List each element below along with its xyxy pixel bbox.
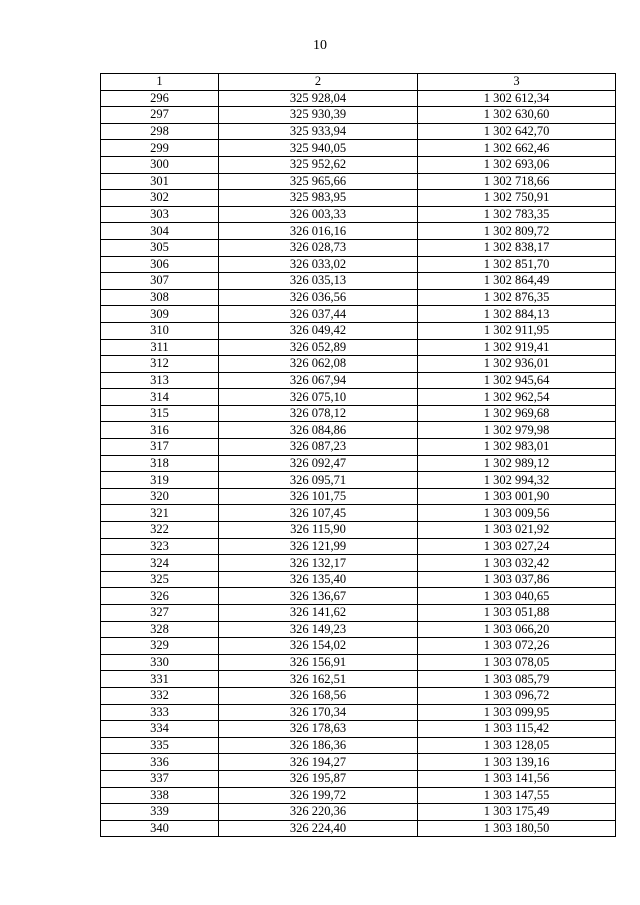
table-row (101, 605, 616, 622)
table-row (101, 156, 616, 173)
x-coordinate-cell: 325 952,62 (219, 156, 418, 173)
table-row (101, 90, 616, 107)
x-coordinate-cell: 326 052,89 (219, 339, 418, 356)
x-coordinate-cell: 326 049,42 (219, 322, 418, 339)
point-number-cell: 302 (101, 190, 219, 207)
point-number-cell: 320 (101, 488, 219, 505)
x-coordinate-cell: 326 003,33 (219, 206, 418, 223)
point-number-cell: 340 (101, 820, 219, 837)
point-number-cell: 327 (101, 605, 219, 622)
x-coordinate-cell: 326 178,63 (219, 721, 418, 738)
table-row (101, 339, 616, 356)
coordinates-table (100, 73, 616, 837)
point-number-cell: 323 (101, 538, 219, 555)
x-coordinate-cell: 326 107,45 (219, 505, 418, 522)
table-row (101, 488, 616, 505)
x-coordinate-cell: 326 033,02 (219, 256, 418, 273)
table-row (101, 787, 616, 804)
table-row (101, 140, 616, 157)
table-row (101, 422, 616, 439)
point-number-cell: 330 (101, 654, 219, 671)
point-number-cell: 306 (101, 256, 219, 273)
table-row (101, 770, 616, 787)
y-coordinate-cell: 1 303 009,56 (418, 505, 616, 522)
y-coordinate-cell: 1 302 693,06 (418, 156, 616, 173)
x-coordinate-cell: 326 084,86 (219, 422, 418, 439)
x-coordinate-cell: 326 186,36 (219, 737, 418, 754)
table-row (101, 107, 616, 124)
x-coordinate-cell: 326 037,44 (219, 306, 418, 323)
table-row (101, 820, 616, 837)
y-coordinate-cell: 1 303 139,16 (418, 754, 616, 771)
table-body (101, 90, 616, 837)
x-coordinate-cell: 326 121,99 (219, 538, 418, 555)
table-row (101, 356, 616, 373)
y-coordinate-cell: 1 303 147,55 (418, 787, 616, 804)
point-number-cell: 317 (101, 439, 219, 456)
y-coordinate-cell: 1 303 115,42 (418, 721, 616, 738)
table-row (101, 372, 616, 389)
y-coordinate-cell: 1 302 876,35 (418, 289, 616, 306)
table-row (101, 721, 616, 738)
x-coordinate-cell: 326 132,17 (219, 555, 418, 572)
column-header-1: 1 (101, 74, 219, 91)
point-number-cell: 328 (101, 621, 219, 638)
x-coordinate-cell: 326 194,27 (219, 754, 418, 771)
x-coordinate-cell: 326 149,23 (219, 621, 418, 638)
table-row (101, 704, 616, 721)
y-coordinate-cell: 1 302 936,01 (418, 356, 616, 373)
point-number-cell: 304 (101, 223, 219, 240)
point-number-cell: 312 (101, 356, 219, 373)
y-coordinate-cell: 1 303 099,95 (418, 704, 616, 721)
x-coordinate-cell: 326 016,16 (219, 223, 418, 240)
x-coordinate-cell: 325 940,05 (219, 140, 418, 157)
page-number: 10 (313, 38, 327, 53)
table-row (101, 389, 616, 406)
table-row (101, 289, 616, 306)
x-coordinate-cell: 325 983,95 (219, 190, 418, 207)
x-coordinate-cell: 326 101,75 (219, 488, 418, 505)
y-coordinate-cell: 1 303 180,50 (418, 820, 616, 837)
table-row (101, 405, 616, 422)
y-coordinate-cell: 1 302 809,72 (418, 223, 616, 240)
y-coordinate-cell: 1 302 750,91 (418, 190, 616, 207)
table-row (101, 505, 616, 522)
point-number-cell: 315 (101, 405, 219, 422)
table-row (101, 223, 616, 240)
point-number-cell: 316 (101, 422, 219, 439)
point-number-cell: 300 (101, 156, 219, 173)
x-coordinate-cell: 326 036,56 (219, 289, 418, 306)
table-row (101, 455, 616, 472)
table-row (101, 306, 616, 323)
point-number-cell: 338 (101, 787, 219, 804)
column-header-3: 3 (418, 74, 616, 91)
y-coordinate-cell: 1 302 838,17 (418, 239, 616, 256)
table-row (101, 522, 616, 539)
point-number-cell: 322 (101, 522, 219, 539)
y-coordinate-cell: 1 302 851,70 (418, 256, 616, 273)
x-coordinate-cell: 326 062,08 (219, 356, 418, 373)
point-number-cell: 336 (101, 754, 219, 771)
y-coordinate-cell: 1 302 911,95 (418, 322, 616, 339)
point-number-cell: 307 (101, 273, 219, 290)
table-row (101, 555, 616, 572)
table-row (101, 239, 616, 256)
table-row (101, 638, 616, 655)
point-number-cell: 321 (101, 505, 219, 522)
table-row (101, 439, 616, 456)
x-coordinate-cell: 326 141,62 (219, 605, 418, 622)
y-coordinate-cell: 1 303 040,65 (418, 588, 616, 605)
x-coordinate-cell: 326 078,12 (219, 405, 418, 422)
y-coordinate-cell: 1 303 027,24 (418, 538, 616, 555)
x-coordinate-cell: 325 965,66 (219, 173, 418, 190)
point-number-cell: 308 (101, 289, 219, 306)
point-number-cell: 313 (101, 372, 219, 389)
x-coordinate-cell: 325 928,04 (219, 90, 418, 107)
y-coordinate-cell: 1 303 001,90 (418, 488, 616, 505)
y-coordinate-cell: 1 302 969,68 (418, 405, 616, 422)
table-row (101, 687, 616, 704)
point-number-cell: 335 (101, 737, 219, 754)
table-row (101, 190, 616, 207)
point-number-cell: 329 (101, 638, 219, 655)
y-coordinate-cell: 1 302 994,32 (418, 472, 616, 489)
y-coordinate-cell: 1 303 141,56 (418, 770, 616, 787)
x-coordinate-cell: 326 224,40 (219, 820, 418, 837)
point-number-cell: 318 (101, 455, 219, 472)
x-coordinate-cell: 326 135,40 (219, 571, 418, 588)
table-header-row (101, 74, 616, 91)
point-number-cell: 325 (101, 571, 219, 588)
y-coordinate-cell: 1 302 919,41 (418, 339, 616, 356)
x-coordinate-cell: 326 035,13 (219, 273, 418, 290)
table-row (101, 588, 616, 605)
table-row (101, 173, 616, 190)
point-number-cell: 331 (101, 671, 219, 688)
table-row (101, 206, 616, 223)
x-coordinate-cell: 326 162,51 (219, 671, 418, 688)
y-coordinate-cell: 1 302 884,13 (418, 306, 616, 323)
y-coordinate-cell: 1 303 175,49 (418, 804, 616, 821)
point-number-cell: 305 (101, 239, 219, 256)
point-number-cell: 339 (101, 804, 219, 821)
point-number-cell: 309 (101, 306, 219, 323)
y-coordinate-cell: 1 303 078,05 (418, 654, 616, 671)
x-coordinate-cell: 326 136,67 (219, 588, 418, 605)
x-coordinate-cell: 326 195,87 (219, 770, 418, 787)
y-coordinate-cell: 1 302 630,60 (418, 107, 616, 124)
x-coordinate-cell: 326 199,72 (219, 787, 418, 804)
x-coordinate-cell: 326 220,36 (219, 804, 418, 821)
point-number-cell: 314 (101, 389, 219, 406)
y-coordinate-cell: 1 303 066,20 (418, 621, 616, 638)
table-row (101, 123, 616, 140)
y-coordinate-cell: 1 302 783,35 (418, 206, 616, 223)
x-coordinate-cell: 326 075,10 (219, 389, 418, 406)
y-coordinate-cell: 1 302 612,34 (418, 90, 616, 107)
point-number-cell: 319 (101, 472, 219, 489)
table-row (101, 322, 616, 339)
x-coordinate-cell: 326 067,94 (219, 372, 418, 389)
point-number-cell: 326 (101, 588, 219, 605)
y-coordinate-cell: 1 302 962,54 (418, 389, 616, 406)
y-coordinate-cell: 1 303 021,92 (418, 522, 616, 539)
table-row (101, 754, 616, 771)
y-coordinate-cell: 1 302 989,12 (418, 455, 616, 472)
y-coordinate-cell: 1 302 945,64 (418, 372, 616, 389)
y-coordinate-cell: 1 302 979,98 (418, 422, 616, 439)
y-coordinate-cell: 1 303 051,88 (418, 605, 616, 622)
y-coordinate-cell: 1 303 072,26 (418, 638, 616, 655)
x-coordinate-cell: 326 028,73 (219, 239, 418, 256)
point-number-cell: 303 (101, 206, 219, 223)
y-coordinate-cell: 1 303 096,72 (418, 687, 616, 704)
table-row (101, 472, 616, 489)
y-coordinate-cell: 1 303 085,79 (418, 671, 616, 688)
x-coordinate-cell: 325 930,39 (219, 107, 418, 124)
point-number-cell: 334 (101, 721, 219, 738)
x-coordinate-cell: 326 154,02 (219, 638, 418, 655)
point-number-cell: 311 (101, 339, 219, 356)
table-row (101, 538, 616, 555)
point-number-cell: 337 (101, 770, 219, 787)
point-number-cell: 301 (101, 173, 219, 190)
table-row (101, 273, 616, 290)
y-coordinate-cell: 1 303 128,05 (418, 737, 616, 754)
point-number-cell: 332 (101, 687, 219, 704)
point-number-cell: 333 (101, 704, 219, 721)
table-row (101, 671, 616, 688)
table-row (101, 654, 616, 671)
y-coordinate-cell: 1 302 983,01 (418, 439, 616, 456)
table-row (101, 804, 616, 821)
y-coordinate-cell: 1 303 032,42 (418, 555, 616, 572)
table-row (101, 621, 616, 638)
x-coordinate-cell: 326 115,90 (219, 522, 418, 539)
point-number-cell: 310 (101, 322, 219, 339)
point-number-cell: 299 (101, 140, 219, 157)
x-coordinate-cell: 326 168,56 (219, 687, 418, 704)
x-coordinate-cell: 326 095,71 (219, 472, 418, 489)
table-row (101, 256, 616, 273)
x-coordinate-cell: 326 092,47 (219, 455, 418, 472)
y-coordinate-cell: 1 302 864,49 (418, 273, 616, 290)
x-coordinate-cell: 325 933,94 (219, 123, 418, 140)
point-number-cell: 297 (101, 107, 219, 124)
x-coordinate-cell: 326 156,91 (219, 654, 418, 671)
column-header-2: 2 (219, 74, 418, 91)
point-number-cell: 298 (101, 123, 219, 140)
y-coordinate-cell: 1 303 037,86 (418, 571, 616, 588)
y-coordinate-cell: 1 302 662,46 (418, 140, 616, 157)
y-coordinate-cell: 1 302 642,70 (418, 123, 616, 140)
x-coordinate-cell: 326 087,23 (219, 439, 418, 456)
x-coordinate-cell: 326 170,34 (219, 704, 418, 721)
point-number-cell: 324 (101, 555, 219, 572)
point-number-cell: 296 (101, 90, 219, 107)
table-row (101, 571, 616, 588)
y-coordinate-cell: 1 302 718,66 (418, 173, 616, 190)
table-row (101, 737, 616, 754)
